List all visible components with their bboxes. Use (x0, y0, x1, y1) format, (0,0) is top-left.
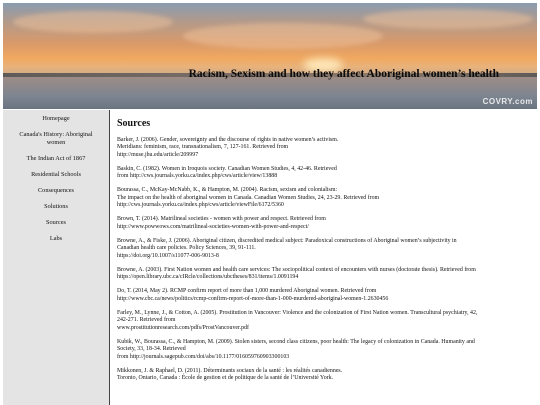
watermark-logo: COVRY.com (482, 97, 533, 106)
sidebar-item-labs[interactable]: Labs (49, 235, 63, 242)
header-banner (3, 3, 537, 109)
sidebar-item-homepage[interactable]: Homepage (42, 115, 70, 122)
reference-line: Barker, J. (2006). Gender, sovereignty and the discourse of rights in native women’s activism. (117, 137, 339, 143)
reference-line: Toronto, Ontario, Canada : École de gestion et de politique de la santé de l’Université York. (117, 375, 334, 382)
reference-line: www.prostitutionresearch.com/pdfs/ProstVancouver.pdf (117, 324, 249, 331)
banner-cloud (183, 23, 383, 49)
reference-line: Canadian health care policies. Policy Sciences, 39, 91-111. (117, 245, 256, 252)
reference-item (117, 238, 533, 260)
sidebar-item-solutions[interactable]: Solutions (44, 203, 68, 210)
reference-line: Baskin, C. (1982). Women in Iroquois society. Canadian Women Studies, 4, 42-46. Retrieved (117, 165, 337, 172)
reference-line: Society, 33, 18-34. Retrieved (117, 346, 186, 353)
reference-line: https://open.library.ubc.ca/cIRcle/collections/ubctheses/831/items/1.0091194 (117, 274, 299, 281)
reference-item (117, 267, 533, 282)
reference-line: http://www.cbc.ca/news/politics/rcmp-confirm-report-of-more-than-1-000-murdered-aboriginal-women-1.2630456 (117, 295, 389, 302)
reference-line: Bourassa, C., McKay-McNabb, K., & Hampton, M. (2004). Racism, sexism and colonialism: (117, 187, 338, 194)
reference-line: from http://cws.journals.yorku.ca/index.php/cws/article/view/13888 (117, 173, 278, 180)
reference-line: http://cws.journals.yorku.ca/index.php/cws/article/viewFile/6172/5360 (117, 202, 284, 209)
reference-item (117, 288, 533, 303)
reference-line: Do, T. (2014, May 2). RCMP confirm report of more than 1,000 murdered Aboriginal women. Retrieved from (117, 288, 377, 295)
reference-line: https://doi.org/10.1007/s11077-006-9013-8 (117, 252, 219, 259)
reference-line: http://muse.jhu.edu/article/209997 (117, 151, 199, 158)
reference-item (117, 216, 533, 231)
reference-line: from http://journals.sagepub.com/doi/abs/10.1177/016059760903300103 (117, 353, 290, 360)
reference-line: Mikkonen, J. & Raphael, D. (2011). Déterminants sociaux de la santé : les réalités canadiennes. (117, 367, 343, 374)
reference-list (117, 137, 533, 382)
banner-cloud (13, 11, 173, 33)
reference-line: Browne, A. (2003). First Nation women and health care services: The sociopolitical context of encounters with nurses (doctorate thesis). Retrieved from (117, 266, 476, 273)
page-title: Sources (117, 118, 151, 129)
reference-item (117, 339, 533, 361)
site-title: Racism, Sexism and how they affect Aboriginal women’s health (188, 68, 499, 80)
reference-line: Browne, A., & Fiske, J. (2006). Aboriginal citizen, discredited medical subject: Paradoxical constructions of Aboriginal women’s subjectivity in (117, 237, 457, 244)
sidebar-item-sources[interactable]: Sources (46, 219, 66, 226)
reference-item (117, 187, 533, 209)
reference-line: Brown, T. (2014). Matrilineal societies - women with power and respect. Retrieved from (117, 216, 326, 223)
sidebar-item-indian-act[interactable]: The Indian Act of 1867 (26, 155, 86, 162)
reference-line: 242-271. Retrieved from (117, 317, 176, 324)
reference-item (117, 368, 533, 383)
sidebar-item-consequences[interactable]: Consequences (37, 187, 75, 194)
reference-line: http://www.powwows.com/matrilineal-societies-women-with-power-and-respect/ (117, 223, 309, 230)
reference-line: The impact on the health of aboriginal women in Canada. Canadian Women Studies, 24, 23-29. Retrieved from (117, 194, 380, 201)
sidebar-item-history[interactable]: Canada's History: Aboriginal women (19, 131, 93, 146)
reference-item (117, 137, 533, 159)
banner-cloud (363, 9, 533, 29)
reference-line: Meridians: feminism, race, transnationalism, 7, 127-161. Retrieved from (117, 144, 289, 151)
sidebar-nav (3, 110, 110, 405)
main-content (117, 118, 533, 403)
sidebar-item-residential-schools[interactable]: Residential Schools (31, 171, 81, 178)
reference-line: Farley, M., Lynne, J., & Cotton, A. (2005). Prostitution in Vancouver: Violence and the colonization of First Nation women. Transcultural psychiatry, 42, (117, 310, 478, 317)
reference-item (117, 310, 533, 332)
reference-line: Kubik, W., Bourassa, C., & Hampton, M. (2009). Stolen sisters, second class citizens, poor health: The legacy of colonization in Canada. Humanity and (117, 338, 475, 345)
reference-item (117, 166, 533, 181)
banner-water (3, 77, 537, 109)
